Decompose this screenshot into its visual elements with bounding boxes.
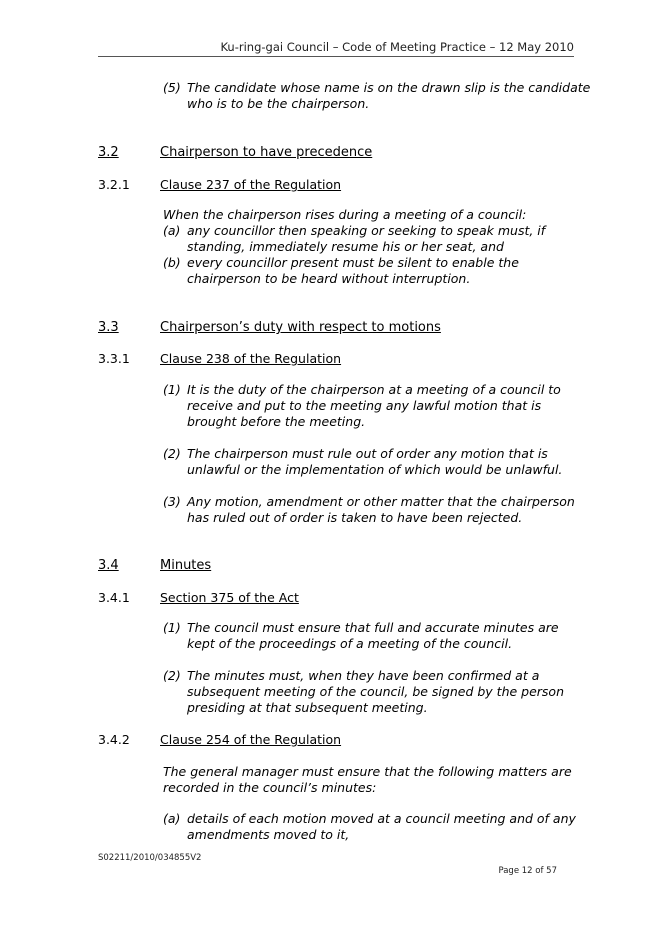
item-label: (b) bbox=[163, 255, 181, 270]
subsection-number: 3.4.1 bbox=[98, 590, 130, 605]
item-line: amendments moved to it, bbox=[187, 827, 350, 842]
page-header: Ku-ring-gai Council – Code of Meeting Practice – 12 May 2010 bbox=[220, 40, 574, 54]
section-number: 3.2 bbox=[98, 145, 119, 160]
document-id: S02211/2010/034855V2 bbox=[98, 853, 202, 863]
item-line: It is the duty of the chairperson at a meeting of a council to bbox=[187, 382, 561, 397]
subsection-title: Clause 238 of the Regulation bbox=[160, 351, 342, 366]
item-line: any councillor then speaking or seeking to speak must, if bbox=[187, 223, 546, 238]
item-line: subsequent meeting of the council, be signed by the person bbox=[187, 684, 564, 699]
subsection-title: Clause 254 of the Regulation bbox=[160, 732, 342, 747]
item-line: The chairperson must rule out of order any motion that is bbox=[187, 446, 548, 461]
section-number: 3.3 bbox=[98, 320, 119, 335]
item-label: (3) bbox=[163, 494, 181, 509]
item-line: The candidate whose name is on the drawn slip is the candidate bbox=[187, 80, 591, 95]
section-title: Chairperson’s duty with respect to motions bbox=[160, 320, 441, 335]
item-line: receive and put to the meeting any lawful motion that is bbox=[187, 398, 542, 413]
item-label: (a) bbox=[163, 811, 181, 826]
item-line: kept of the proceedings of a meeting of the council. bbox=[187, 636, 513, 651]
section-title: Chairperson to have precedence bbox=[160, 145, 373, 160]
item-line: unlawful or the implementation of which would be unlawful. bbox=[187, 462, 563, 477]
subsection-number: 3.4.2 bbox=[98, 732, 130, 747]
item-line: The council must ensure that full and accurate minutes are bbox=[187, 620, 559, 635]
section-title: Minutes bbox=[160, 558, 212, 573]
subsection-title: Clause 237 of the Regulation bbox=[160, 177, 342, 192]
item-line: brought before the meeting. bbox=[187, 414, 366, 429]
item-label: (2) bbox=[163, 446, 181, 461]
item-line: The minutes must, when they have been confirmed at a bbox=[187, 668, 540, 683]
item-label: (5) bbox=[163, 80, 181, 95]
item-label: (a) bbox=[163, 223, 181, 238]
item-line: has ruled out of order is taken to have been rejected. bbox=[187, 510, 523, 525]
subsection-title: Section 375 of the Act bbox=[160, 590, 299, 605]
header-rule bbox=[98, 56, 574, 57]
lead-text: When the chairperson rises during a meeting of a council: bbox=[163, 207, 527, 222]
subsection-number: 3.2.1 bbox=[98, 177, 130, 192]
section-number: 3.4 bbox=[98, 558, 119, 573]
item-label: (1) bbox=[163, 382, 181, 397]
lead-text: recorded in the council’s minutes: bbox=[163, 780, 377, 795]
item-line: details of each motion moved at a council meeting and of any bbox=[187, 811, 576, 826]
item-label: (1) bbox=[163, 620, 181, 635]
item-line: standing, immediately resume his or her seat, and bbox=[187, 239, 504, 254]
lead-text: The general manager must ensure that the following matters are bbox=[163, 764, 572, 779]
page-number: Page 12 of 57 bbox=[498, 866, 557, 876]
item-line: chairperson to be heard without interruption. bbox=[187, 271, 471, 286]
item-line: every councillor present must be silent to enable the bbox=[187, 255, 519, 270]
item-line: who is to be the chairperson. bbox=[187, 96, 370, 111]
item-line: Any motion, amendment or other matter that the chairperson bbox=[187, 494, 575, 509]
item-label: (2) bbox=[163, 668, 181, 683]
item-line: presiding at that subsequent meeting. bbox=[187, 700, 428, 715]
subsection-number: 3.3.1 bbox=[98, 351, 130, 366]
